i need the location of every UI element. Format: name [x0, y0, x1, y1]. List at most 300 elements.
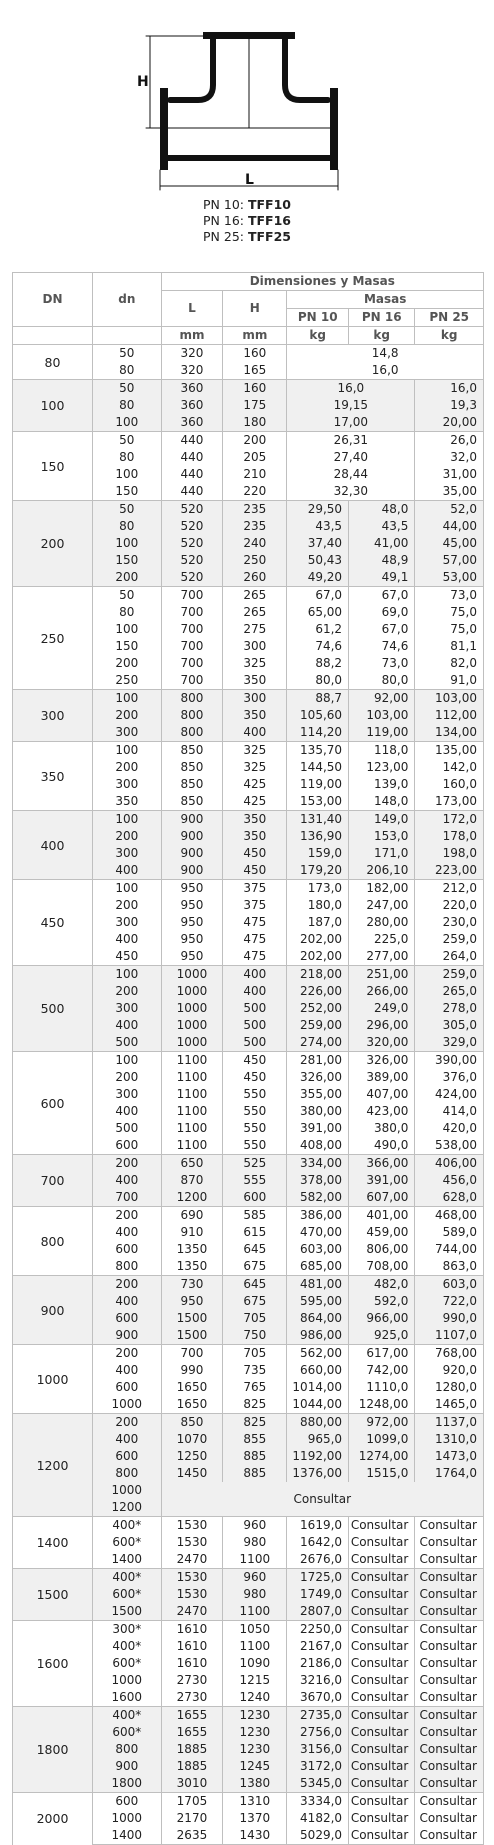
dn-cell: 600 [13, 1052, 93, 1155]
mass-pn25-cell: 230,0 [415, 914, 484, 931]
h-cell: 675 [223, 1293, 287, 1310]
h-cell: 350 [223, 707, 287, 724]
dn-small-cell: 800 [93, 1258, 162, 1276]
dn-small-cell: 200 [93, 707, 162, 724]
mass-pn10-cell: 408,00 [287, 1137, 349, 1155]
h-cell: 300 [223, 638, 287, 655]
table-row [13, 1569, 484, 1587]
header-pn10: PN 10 [287, 309, 349, 327]
dn-small-cell: 700 [93, 1189, 162, 1207]
table-row [13, 1345, 484, 1363]
h-cell: 260 [223, 569, 287, 587]
l-cell: 1610 [161, 1655, 223, 1672]
mass-pn16-cell: 806,00 [349, 1241, 415, 1258]
mass-pn16-cell: 490,0 [349, 1137, 415, 1155]
h-cell: 735 [223, 1362, 287, 1379]
mass-pn16-cell: 49,1 [349, 569, 415, 587]
mass-pn25-cell: 990,0 [415, 1310, 484, 1327]
header-unit-dn-blank [13, 327, 93, 345]
mass-pn25-cell: 1473,0 [415, 1448, 484, 1465]
mass-pn25-cell: 329,0 [415, 1034, 484, 1052]
mass-pn10-cell: 252,00 [287, 1000, 349, 1017]
dn-small-cell: 1000 [93, 1672, 162, 1689]
mass-pn10-cell: 2167,0 [287, 1638, 349, 1655]
l-cell: 1000 [161, 1034, 223, 1052]
mass-pn16-cell: 266,00 [349, 983, 415, 1000]
mass-pn10-cell: 67,0 [287, 587, 349, 605]
dn-cell: 900 [13, 1276, 93, 1345]
h-cell: 1310 [223, 1793, 287, 1811]
mass-pn25-cell: 424,00 [415, 1086, 484, 1103]
header-dn: DN [13, 273, 93, 327]
h-cell: 500 [223, 1034, 287, 1052]
table-row [13, 1052, 484, 1070]
h-cell: 615 [223, 1224, 287, 1241]
dn-cell: 800 [13, 1207, 93, 1276]
dn-cell: 450 [13, 880, 93, 966]
h-cell: 600 [223, 1189, 287, 1207]
dn-small-cell: 1400 [93, 1551, 162, 1569]
l-cell: 1610 [161, 1638, 223, 1655]
l-cell: 1530 [161, 1569, 223, 1587]
consultar-cell: Consultar [161, 1482, 483, 1517]
dn-small-cell: 400 [93, 1293, 162, 1310]
dn-small-cell: 80 [93, 397, 162, 414]
l-cell: 1705 [161, 1793, 223, 1811]
dn-small-cell: 600 [93, 1137, 162, 1155]
h-cell: 250 [223, 552, 287, 569]
mass-pn16-cell: 1248,00 [349, 1396, 415, 1414]
l-cell: 730 [161, 1276, 223, 1294]
mass-pn16-cell: 73,0 [349, 655, 415, 672]
l-cell: 870 [161, 1172, 223, 1189]
mass-pn25-cell: 103,00 [415, 690, 484, 708]
h-cell: 475 [223, 931, 287, 948]
mass-pn25-cell: 1764,0 [415, 1465, 484, 1482]
dn-small-cell: 400 [93, 862, 162, 880]
dn-small-cell: 80 [93, 604, 162, 621]
dn-group [13, 742, 484, 811]
mass-pn10-cell: 1642,0 [287, 1534, 349, 1551]
mass-pn25-cell: Consultar [415, 1621, 484, 1639]
h-cell: 375 [223, 880, 287, 898]
l-cell: 1250 [161, 1448, 223, 1465]
table-row [13, 380, 484, 398]
mass-pn16-cell: 326,00 [349, 1052, 415, 1070]
mass-pn16-cell: 280,00 [349, 914, 415, 931]
mass-pn10-cell: 3156,0 [287, 1741, 349, 1758]
mass-pn25-cell: 26,0 [415, 432, 484, 450]
h-cell: 400 [223, 724, 287, 742]
mass-pn16-cell: 366,00 [349, 1155, 415, 1173]
mass-pn25-cell: 32,0 [415, 449, 484, 466]
dn-small-cell: 500 [93, 1034, 162, 1052]
table-row [13, 1517, 484, 1535]
dn-group [13, 501, 484, 587]
h-cell: 825 [223, 1396, 287, 1414]
h-cell: 210 [223, 466, 287, 483]
dn-cell: 350 [13, 742, 93, 811]
dn-small-cell: 300 [93, 1000, 162, 1017]
dn-small-cell: 50 [93, 380, 162, 398]
mass-pn16-cell: 277,00 [349, 948, 415, 966]
h-cell: 705 [223, 1310, 287, 1327]
mass-pn10-cell: 65,00 [287, 604, 349, 621]
dn-small-cell: 100 [93, 742, 162, 760]
h-cell: 960 [223, 1517, 287, 1535]
dn-group [13, 1345, 484, 1414]
dn-small-cell: 80 [93, 518, 162, 535]
mass-pn10-cell: 2186,0 [287, 1655, 349, 1672]
table-row [13, 742, 484, 760]
dn-group [13, 1707, 484, 1793]
dn-small-cell: 200 [93, 897, 162, 914]
dn-cell: 2000 [13, 1793, 93, 1845]
dn-small-cell: 300 [93, 776, 162, 793]
l-cell: 360 [161, 397, 223, 414]
dn-group [13, 880, 484, 966]
mass-pn16-cell: Consultar [349, 1707, 415, 1725]
dn-small-cell: 300 [93, 1086, 162, 1103]
l-cell: 2470 [161, 1551, 223, 1569]
h-cell: 325 [223, 655, 287, 672]
mass-pn25-cell: 172,0 [415, 811, 484, 829]
h-cell: 450 [223, 1052, 287, 1070]
mass-pn10-cell: 43,5 [287, 518, 349, 535]
dn-small-cell: 600* [93, 1534, 162, 1551]
pn-label-line [0, 229, 494, 245]
dn-small-cell: 200 [93, 1207, 162, 1225]
mass-pn16-cell: 401,00 [349, 1207, 415, 1225]
pn-label-prefix: PN 16: [203, 213, 244, 228]
mass-pn25-cell: 456,0 [415, 1172, 484, 1189]
mass-pn25-cell: Consultar [415, 1551, 484, 1569]
l-cell: 850 [161, 776, 223, 793]
mass-pn25-cell: 75,0 [415, 621, 484, 638]
mass-pn16-cell: 149,0 [349, 811, 415, 829]
header-unit-pn25: kg [415, 327, 484, 345]
mass-pn10-cell: 2676,0 [287, 1551, 349, 1569]
dn-cell: 400 [13, 811, 93, 880]
h-cell: 235 [223, 518, 287, 535]
h-cell: 425 [223, 776, 287, 793]
h-cell: 165 [223, 362, 287, 380]
mass-pn25-cell: 1465,0 [415, 1396, 484, 1414]
mass-pn10-cell: 1192,00 [287, 1448, 349, 1465]
dn-group [13, 1052, 484, 1155]
l-cell: 1100 [161, 1120, 223, 1137]
dn-small-cell: 100 [93, 966, 162, 984]
dn-small-cell: 200 [93, 1414, 162, 1432]
dn-group [13, 380, 484, 432]
dn-group [13, 690, 484, 742]
mass-pn25-cell: 259,0 [415, 931, 484, 948]
dn-small-cell: 100 [93, 414, 162, 432]
h-cell: 1370 [223, 1810, 287, 1827]
l-cell: 440 [161, 466, 223, 483]
mass-pn25-cell: 264,0 [415, 948, 484, 966]
dn-small-cell: 350 [93, 793, 162, 811]
dn-cell: 100 [13, 380, 93, 432]
table-row [13, 1793, 484, 1811]
l-cell: 2470 [161, 1603, 223, 1621]
h-cell: 1430 [223, 1827, 287, 1845]
h-cell: 750 [223, 1327, 287, 1345]
mass-pn16-cell: Consultar [349, 1827, 415, 1845]
table-row [13, 1707, 484, 1725]
mass-pn10-cell: 153,00 [287, 793, 349, 811]
h-cell: 585 [223, 1207, 287, 1225]
mass-pn10-cell: 179,20 [287, 862, 349, 880]
h-cell: 885 [223, 1465, 287, 1482]
h-cell: 1050 [223, 1621, 287, 1639]
dn-small-cell: 100 [93, 535, 162, 552]
h-cell: 265 [223, 604, 287, 621]
l-cell: 950 [161, 897, 223, 914]
mass-pn10-cell: 1014,00 [287, 1379, 349, 1396]
mass-pn10-cell: 391,00 [287, 1120, 349, 1137]
table-row [13, 501, 484, 519]
l-cell: 360 [161, 380, 223, 398]
h-cell: 500 [223, 1017, 287, 1034]
dn-small-cell: 800 [93, 1741, 162, 1758]
mass-pn10-cell: 3216,0 [287, 1672, 349, 1689]
h-cell: 160 [223, 380, 287, 398]
dn-small-cell: 300 [93, 724, 162, 742]
mass-pn25-cell: 1107,0 [415, 1327, 484, 1345]
h-cell: 1215 [223, 1672, 287, 1689]
mass-pn25-cell: 220,0 [415, 897, 484, 914]
mass-pn16-cell: 389,00 [349, 1069, 415, 1086]
pressure-class-codes [0, 197, 494, 245]
mass-pn25-cell: 1280,0 [415, 1379, 484, 1396]
dn-cell: 1500 [13, 1569, 93, 1621]
mass-pn16-cell: 459,00 [349, 1224, 415, 1241]
dn-cell: 300 [13, 690, 93, 742]
mass-pn10-cell: 274,00 [287, 1034, 349, 1052]
l-cell: 520 [161, 569, 223, 587]
mass-pn25-cell: 1310,0 [415, 1431, 484, 1448]
mass-pn10-cell: 1749,0 [287, 1586, 349, 1603]
mass-pn10-cell: 481,00 [287, 1276, 349, 1294]
l-cell: 950 [161, 914, 223, 931]
dn-group [13, 1793, 484, 1845]
h-cell: 400 [223, 983, 287, 1000]
dn-small-cell: 300* [93, 1621, 162, 1639]
h-cell: 500 [223, 1000, 287, 1017]
table-row [13, 432, 484, 450]
mass-pn10-cell: 386,00 [287, 1207, 349, 1225]
h-cell: 450 [223, 845, 287, 862]
mass-pn16-cell: 41,00 [349, 535, 415, 552]
h-cell: 550 [223, 1086, 287, 1103]
l-cell: 700 [161, 638, 223, 655]
h-cell: 1230 [223, 1707, 287, 1725]
mass-pn25-cell: 134,00 [415, 724, 484, 742]
dn-small-cell: 100 [93, 811, 162, 829]
mass-pn25-cell: 16,0 [415, 380, 484, 398]
l-cell: 1650 [161, 1396, 223, 1414]
table-row [13, 690, 484, 708]
mass-pn16-cell: 48,0 [349, 501, 415, 519]
h-cell: 205 [223, 449, 287, 466]
dn-small-cell: 400 [93, 1017, 162, 1034]
table-row [13, 966, 484, 984]
h-cell: 525 [223, 1155, 287, 1173]
l-cell: 520 [161, 535, 223, 552]
mass-pn10-cell: 326,00 [287, 1069, 349, 1086]
dn-small-cell: 1600 [93, 1689, 162, 1707]
h-cell: 400 [223, 966, 287, 984]
mass-pn16-cell: Consultar [349, 1551, 415, 1569]
pn-label-prefix: PN 25: [203, 229, 244, 244]
mass-pn10-cell: 74,6 [287, 638, 349, 655]
mass-pn16-cell: 247,00 [349, 897, 415, 914]
mass-pn25-cell: 628,0 [415, 1189, 484, 1207]
mass-pn10-pn16-cell: 26,31 [287, 432, 415, 450]
mass-pn10-cell: 595,00 [287, 1293, 349, 1310]
dn-small-cell: 200 [93, 759, 162, 776]
dn-group [13, 1207, 484, 1276]
l-cell: 1070 [161, 1431, 223, 1448]
dn-small-cell: 400* [93, 1569, 162, 1587]
mass-pn10-cell: 50,43 [287, 552, 349, 569]
l-cell: 1100 [161, 1086, 223, 1103]
mass-pn16-cell: 1515,0 [349, 1465, 415, 1482]
dn-small-cell: 800 [93, 1465, 162, 1482]
mass-pn25-cell: 420,0 [415, 1120, 484, 1137]
mass-pn10-cell: 1619,0 [287, 1517, 349, 1535]
mass-pn25-cell: 589,0 [415, 1224, 484, 1241]
h-cell: 235 [223, 501, 287, 519]
mass-pn10-cell: 105,60 [287, 707, 349, 724]
mass-pn10-cell: 334,00 [287, 1155, 349, 1173]
table-row [13, 1155, 484, 1173]
mass-pn10-cell: 37,40 [287, 535, 349, 552]
l-cell: 1450 [161, 1465, 223, 1482]
mass-pn16-cell: 69,0 [349, 604, 415, 621]
mass-pn25-cell: Consultar [415, 1741, 484, 1758]
pn-label-line [0, 197, 494, 213]
l-cell: 1500 [161, 1327, 223, 1345]
dn-small-cell: 200 [93, 1069, 162, 1086]
mass-pn10-cell: 202,00 [287, 931, 349, 948]
dn-small-cell: 400 [93, 1362, 162, 1379]
dn-small-cell: 150 [93, 483, 162, 501]
dn-small-cell: 1000 [93, 1482, 162, 1499]
mass-pn25-cell: Consultar [415, 1603, 484, 1621]
mass-pn16-cell: 67,0 [349, 621, 415, 638]
mass-pn16-cell: 1099,0 [349, 1431, 415, 1448]
mass-pn10-cell: 355,00 [287, 1086, 349, 1103]
dn-small-cell: 400* [93, 1517, 162, 1535]
mass-pn10-cell: 49,20 [287, 569, 349, 587]
dn-small-cell: 50 [93, 587, 162, 605]
mass-pn10-cell: 202,00 [287, 948, 349, 966]
mass-pn16-cell: Consultar [349, 1810, 415, 1827]
h-cell: 325 [223, 759, 287, 776]
header-h: H [223, 291, 287, 327]
l-cell: 900 [161, 862, 223, 880]
h-cell: 1245 [223, 1758, 287, 1775]
header-unit-l: mm [161, 327, 223, 345]
mass-pn16-cell: Consultar [349, 1621, 415, 1639]
l-cell: 1500 [161, 1310, 223, 1327]
mass-pn10-cell: 159,0 [287, 845, 349, 862]
dn-cell: 500 [13, 966, 93, 1052]
mass-pn16-cell: 118,0 [349, 742, 415, 760]
dn-group [13, 432, 484, 501]
mass-pn25-cell: 44,00 [415, 518, 484, 535]
mass-pn10-cell: 61,2 [287, 621, 349, 638]
mass-pn10-cell: 29,50 [287, 501, 349, 519]
header-dimensions-group: Dimensiones y Masas [161, 273, 483, 291]
mass-pn10-cell: 2250,0 [287, 1621, 349, 1639]
l-cell: 950 [161, 1293, 223, 1310]
dn-group [13, 587, 484, 690]
mass-merged-cell: 14,8 [287, 345, 484, 363]
mass-pn16-cell: 92,00 [349, 690, 415, 708]
header-masses-group: Masas [287, 291, 484, 309]
dn-small-cell: 50 [93, 501, 162, 519]
l-cell: 1530 [161, 1586, 223, 1603]
mass-pn16-cell: 74,6 [349, 638, 415, 655]
dn-small-cell: 500 [93, 1120, 162, 1137]
mass-pn16-cell: 153,0 [349, 828, 415, 845]
mass-pn16-cell: 123,00 [349, 759, 415, 776]
mass-pn10-cell: 660,00 [287, 1362, 349, 1379]
l-cell: 950 [161, 948, 223, 966]
l-cell: 360 [161, 414, 223, 432]
mass-pn25-cell: 198,0 [415, 845, 484, 862]
mass-pn10-cell: 5029,0 [287, 1827, 349, 1845]
l-cell: 1655 [161, 1724, 223, 1741]
dn-small-cell: 100 [93, 1052, 162, 1070]
l-cell: 1100 [161, 1103, 223, 1120]
dn-small-cell: 1000 [93, 1396, 162, 1414]
mass-pn25-cell: 75,0 [415, 604, 484, 621]
mass-pn25-cell: 1137,0 [415, 1414, 484, 1432]
dn-small-cell: 50 [93, 432, 162, 450]
h-cell: 220 [223, 483, 287, 501]
mass-pn10-cell: 187,0 [287, 914, 349, 931]
l-cell: 440 [161, 449, 223, 466]
mass-pn25-cell: Consultar [415, 1707, 484, 1725]
l-cell: 1000 [161, 983, 223, 1000]
mass-pn16-cell: Consultar [349, 1638, 415, 1655]
dn-small-cell: 600* [93, 1655, 162, 1672]
dn-cell: 200 [13, 501, 93, 587]
mass-pn25-cell: 57,00 [415, 552, 484, 569]
mass-pn25-cell: 31,00 [415, 466, 484, 483]
dn-small-cell: 300 [93, 845, 162, 862]
header-l: L [161, 291, 223, 327]
l-cell: 850 [161, 793, 223, 811]
dn-small-cell: 400* [93, 1707, 162, 1725]
mass-pn25-cell: 863,0 [415, 1258, 484, 1276]
dn-small-cell: 200 [93, 569, 162, 587]
dn-small-cell: 600 [93, 1379, 162, 1396]
dn-small-cell: 600 [93, 1448, 162, 1465]
dn-small-cell: 900 [93, 1327, 162, 1345]
mass-pn25-cell: Consultar [415, 1724, 484, 1741]
l-cell: 800 [161, 707, 223, 724]
mass-pn10-cell: 114,20 [287, 724, 349, 742]
h-cell: 645 [223, 1276, 287, 1294]
h-cell: 1100 [223, 1551, 287, 1569]
mass-pn10-cell: 582,00 [287, 1189, 349, 1207]
dn-cell: 1200 [13, 1414, 93, 1517]
